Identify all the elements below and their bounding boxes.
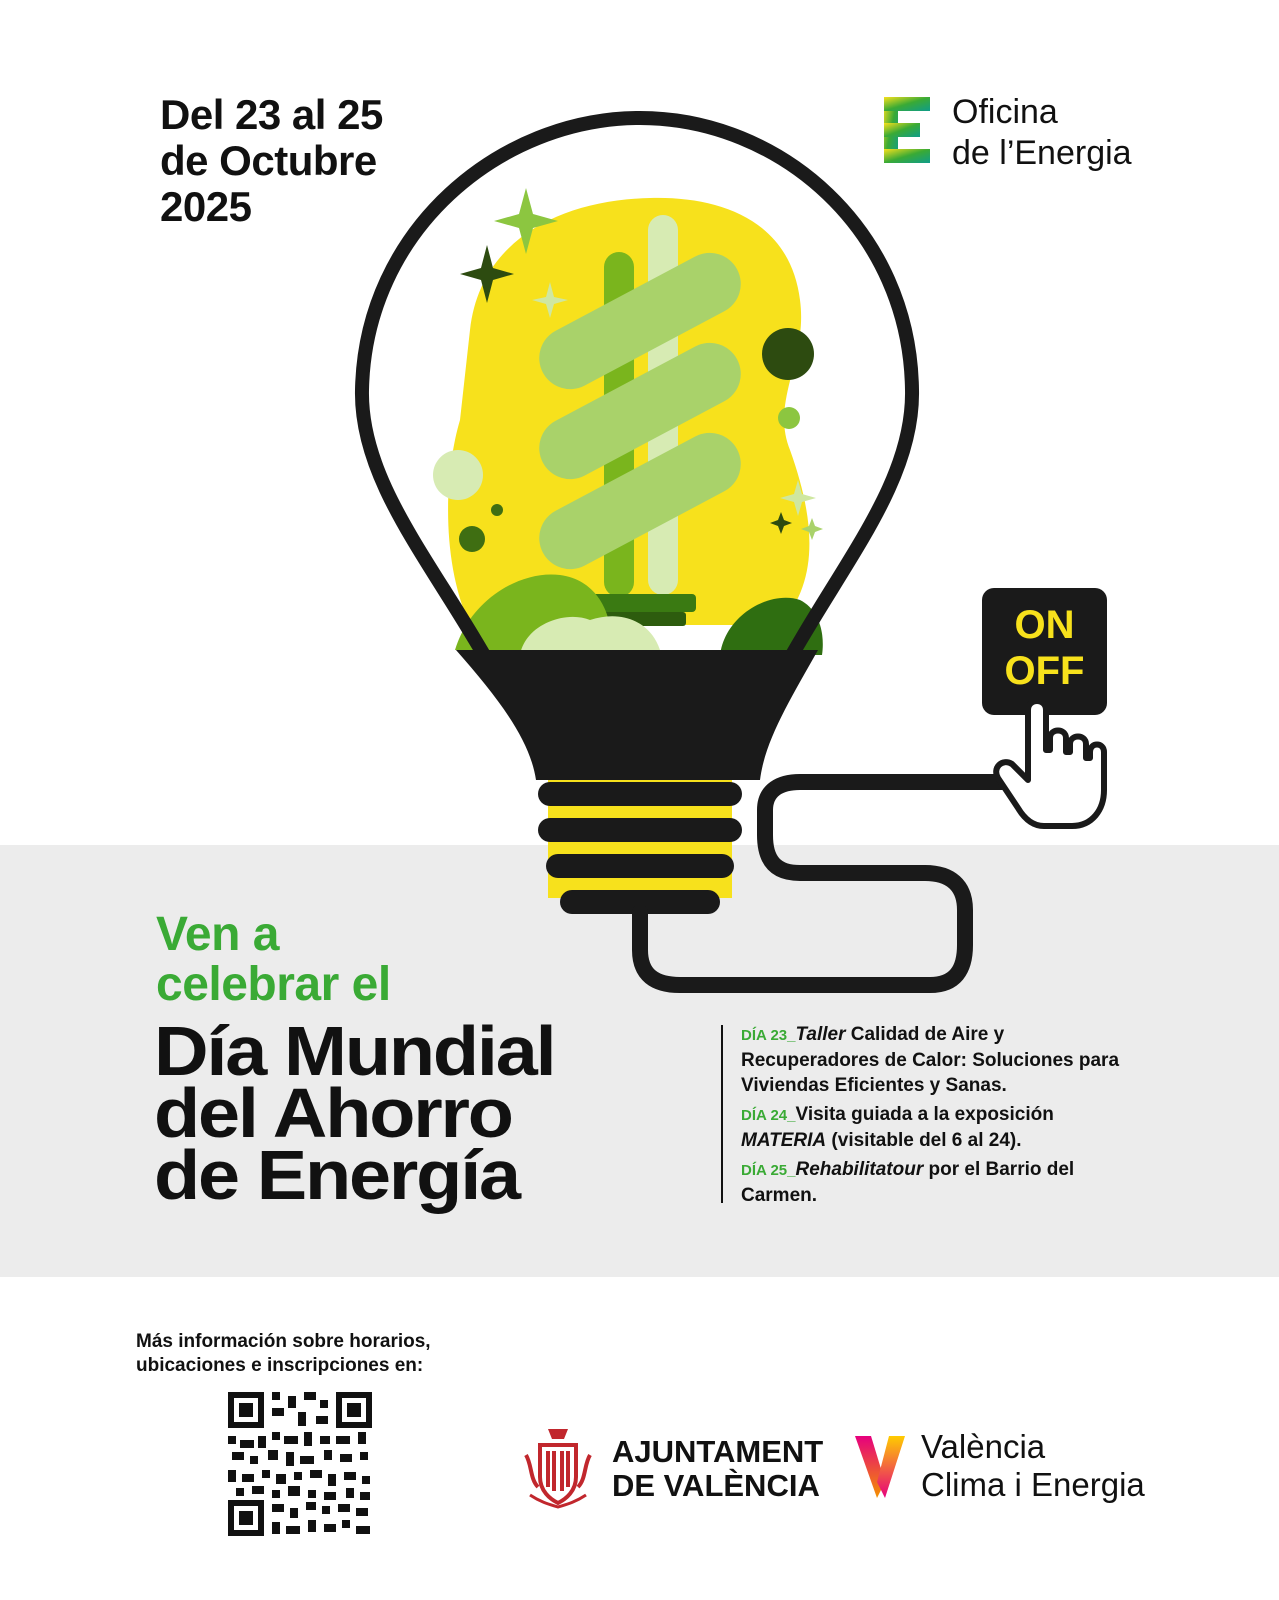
headline xyxy=(154,1012,759,1214)
schedule-item xyxy=(741,1102,1141,1153)
intro-line: celebrar el xyxy=(156,958,391,1011)
ajuntament-line: DE VALÈNCIA xyxy=(612,1468,820,1503)
headline-line: Día Mundial xyxy=(154,1012,555,1090)
schedule-emph: MATERIA xyxy=(741,1130,827,1151)
ajuntament-line: AJUNTAMENT xyxy=(612,1434,824,1469)
oficina-energia-e-logo xyxy=(884,97,934,163)
schedule-item xyxy=(741,1157,1141,1208)
switch-off-label: OFF xyxy=(1004,649,1085,693)
schedule-text: (visitable del 6 al 24). xyxy=(826,1130,1022,1151)
schedule-emph: Rehabilitatour xyxy=(795,1159,924,1180)
valencia-clima-name xyxy=(921,1428,1181,1504)
intro-line: Ven a xyxy=(156,908,279,961)
schedule-text: Visita guiada a la exposición xyxy=(795,1104,1054,1125)
event-date-line: 2025 xyxy=(160,183,252,230)
divider xyxy=(721,1025,723,1203)
schedule-list xyxy=(741,1022,1141,1212)
headline-line: de Energía xyxy=(154,1136,519,1214)
headline-line: del Ahorro xyxy=(154,1074,512,1152)
more-info-line: ubicaciones e inscripciones en: xyxy=(136,1355,424,1376)
event-date-line: Del 23 al 25 xyxy=(160,91,383,138)
office-line: Oficina xyxy=(952,93,1058,131)
pointing-hand-icon xyxy=(992,690,1112,830)
valencia-crest-icon xyxy=(522,1425,594,1509)
schedule-emph: Taller xyxy=(795,1024,846,1045)
ajuntament-name xyxy=(612,1435,832,1503)
more-info-line: Más información sobre horarios, xyxy=(136,1331,431,1352)
intro-text xyxy=(156,910,391,1010)
schedule-day: DÍA 24_ xyxy=(741,1107,796,1124)
schedule-day: DÍA 25_ xyxy=(741,1162,796,1179)
oficina-energia-name xyxy=(952,92,1212,174)
office-line: de l’Energia xyxy=(952,134,1132,172)
vce-line: València xyxy=(921,1428,1046,1465)
event-date-line: de Octubre xyxy=(160,137,377,184)
qr-code[interactable] xyxy=(228,1392,372,1536)
valencia-clima-v-logo xyxy=(855,1436,907,1498)
schedule-text: Calidad de Aire y Recuperadores de Calor: Soluciones para Viviendas Eficientes y Sanas. xyxy=(741,1024,1120,1096)
schedule-text: por el Barrio del Carmen. xyxy=(741,1159,1075,1206)
switch-on-label: ON xyxy=(1014,603,1075,647)
schedule-day: DÍA 23_ xyxy=(741,1027,796,1044)
vce-line: Clima i Energia xyxy=(921,1466,1145,1503)
event-dates xyxy=(160,92,460,230)
more-info-text xyxy=(136,1330,496,1378)
schedule-item xyxy=(741,1022,1141,1098)
